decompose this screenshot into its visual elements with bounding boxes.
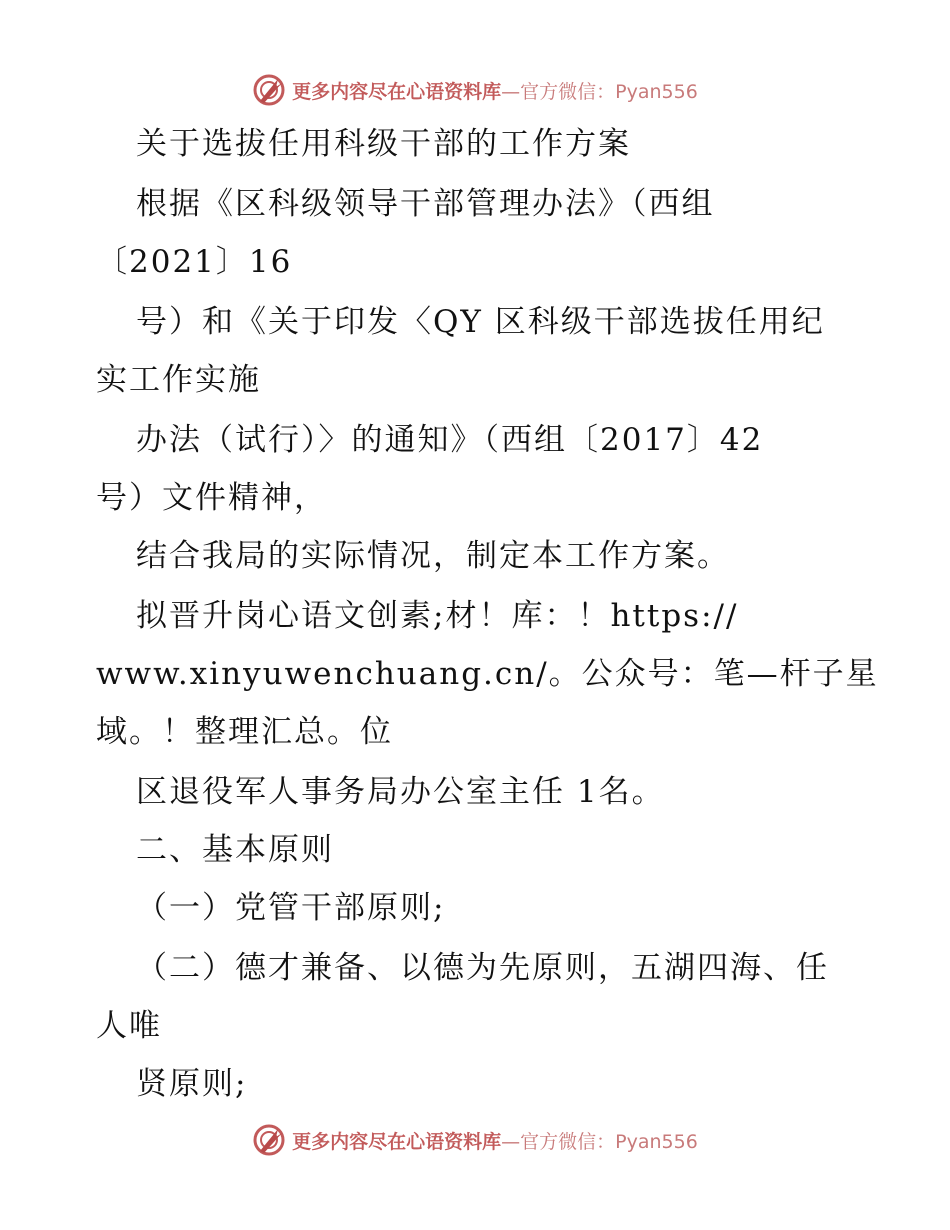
watermark-brand: 更多内容尽在心语资料库 [292, 1130, 502, 1153]
section-heading: 二、基本原则 [136, 832, 334, 868]
paragraph-line: 实工作实施 [96, 362, 261, 398]
watermark-separator: — [501, 1130, 521, 1153]
list-item: （一）党管干部原则; [136, 890, 446, 926]
paragraph-line: 号）和《关于印发〈QY 区科级干部选拔任用纪 [136, 304, 825, 340]
footer-watermark [0, 1120, 950, 1160]
paragraph-line: 人唯 [96, 1008, 162, 1044]
paragraph-line: 根据《区科级领导干部管理办法》（西组 [136, 186, 715, 222]
watermark-contact: 官方微信：Pyan556 [520, 1130, 698, 1153]
paragraph-line: 结合我局的实际情况，制定本工作方案。 [136, 538, 730, 574]
paragraph-line: www.xinyuwenchuang.cn/。公众号：笔—杆子星 [96, 656, 879, 692]
paragraph-line: 拟晋升岗心语文创素;材！库：！https:// [136, 598, 739, 634]
paragraph-line: 贤原则; [136, 1066, 248, 1102]
paragraph-line: 〔2021〕16 [96, 244, 293, 280]
watermark-contact: 官方微信：Pyan556 [520, 80, 698, 103]
paragraph-line: 区退役军人事务局办公室主任 1名。 [136, 774, 665, 810]
watermark-separator: — [501, 80, 521, 103]
watermark-text [292, 1127, 698, 1154]
watermark-brand: 更多内容尽在心语资料库 [292, 80, 502, 103]
quill-logo-icon [252, 73, 286, 107]
list-item: （二）德才兼备、以德为先原则，五湖四海、任 [136, 950, 829, 986]
header-watermark [0, 70, 950, 110]
quill-logo-icon [252, 1123, 286, 1157]
document-title: 关于选拔任用科级干部的工作方案 [136, 126, 631, 162]
paragraph-line: 号）文件精神， [96, 480, 327, 516]
paragraph-line: 办法（试行）〉的通知》（西组〔2017〕42 [136, 422, 764, 458]
paragraph-line: 域。！整理汇总。位 [96, 714, 393, 750]
watermark-text [292, 77, 698, 104]
